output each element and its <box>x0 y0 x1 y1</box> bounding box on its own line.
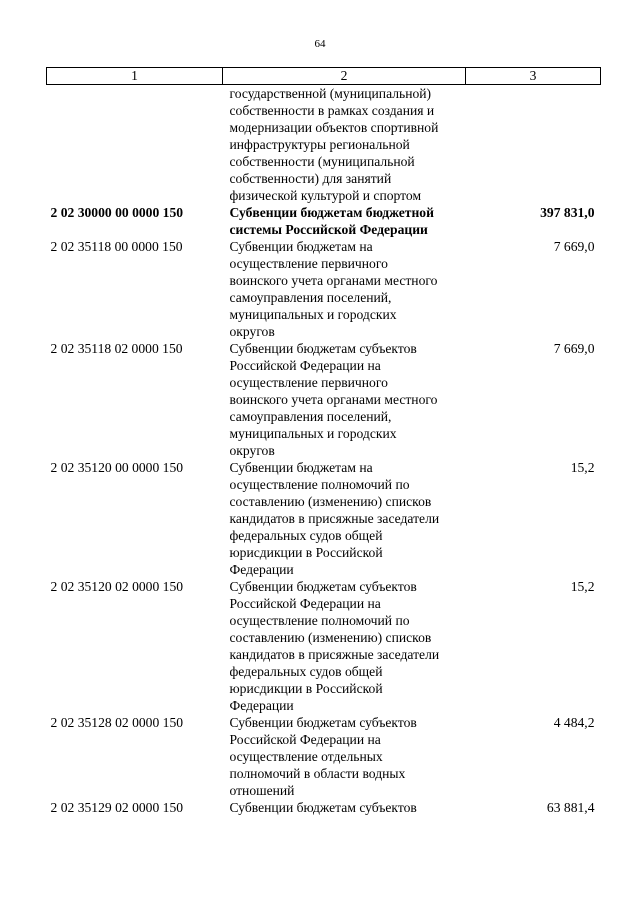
budget-amount: 7 669,0 <box>553 341 595 356</box>
column-header-1: 1 <box>47 68 223 85</box>
budget-table <box>46 67 601 816</box>
budget-code: 2 02 30000 00 0000 150 <box>50 205 184 220</box>
description-line: составлению (изменению) списков <box>229 630 432 645</box>
column-header-2: 2 <box>223 68 466 85</box>
description-line: полномочий в области водных <box>229 766 406 781</box>
description-line: Субвенции бюджетам субъектов <box>229 800 417 815</box>
budget-amount: 7 669,0 <box>553 239 595 254</box>
budget-description <box>223 799 466 816</box>
budget-amount: 4 484,2 <box>553 715 595 730</box>
budget-code: 2 02 35129 02 0000 150 <box>50 800 184 815</box>
description-line: Федерации <box>229 562 294 577</box>
description-line: государственной (муниципальной) <box>229 86 432 101</box>
budget-description <box>223 340 466 459</box>
description-line: воинского учета органами местного <box>229 392 438 407</box>
description-line: Российской Федерации на <box>229 732 381 747</box>
description-line: Федерации <box>229 698 294 713</box>
budget-code: 2 02 35120 00 0000 150 <box>50 460 184 475</box>
description-line: федеральных судов общей <box>229 528 383 543</box>
column-header-3: 3 <box>466 68 601 85</box>
page-number: 64 <box>314 38 326 50</box>
description-line: собственности (муниципальной <box>229 154 415 169</box>
budget-description <box>223 714 466 799</box>
description-line: самоуправления поселений, <box>229 290 392 305</box>
table-row <box>47 340 601 459</box>
budget-description <box>223 85 466 205</box>
description-line: Российской Федерации на <box>229 596 381 611</box>
budget-code <box>47 85 223 205</box>
description-line: федеральных судов общей <box>229 664 383 679</box>
description-line: Субвенции бюджетам бюджетной <box>229 205 434 220</box>
description-line: юрисдикции в Российской <box>229 545 383 560</box>
description-line: модернизации объектов спортивной <box>229 120 439 135</box>
description-line: Субвенции бюджетам на <box>229 460 373 475</box>
description-line: кандидатов в присяжные заседатели <box>229 511 440 526</box>
description-line: округов <box>229 324 275 339</box>
description-line: Субвенции бюджетам субъектов <box>229 715 417 730</box>
budget-code: 2 02 35118 00 0000 150 <box>50 239 183 254</box>
description-line: юрисдикции в Российской <box>229 681 383 696</box>
description-line: осуществление полномочий по <box>229 477 410 492</box>
table-header-row <box>47 68 601 85</box>
description-line: отношений <box>229 783 295 798</box>
description-line: составлению (изменению) списков <box>229 494 432 509</box>
budget-amount: 15,2 <box>570 579 595 594</box>
description-line: самоуправления поселений, <box>229 409 392 424</box>
budget-code: 2 02 35128 02 0000 150 <box>50 715 184 730</box>
description-line: округов <box>229 443 275 458</box>
description-line: муниципальных и городских <box>229 426 397 441</box>
description-line: Субвенции бюджетам субъектов <box>229 579 417 594</box>
budget-description <box>223 204 466 238</box>
budget-code: 2 02 35118 02 0000 150 <box>50 341 183 356</box>
description-line: Российской Федерации на <box>229 358 381 373</box>
description-line: физической культурой и спортом <box>229 188 422 203</box>
table-row <box>47 799 601 816</box>
table-row <box>47 85 601 205</box>
description-line: собственности в рамках создания и <box>229 103 435 118</box>
budget-amount: 397 831,0 <box>540 205 595 220</box>
description-line: осуществление полномочий по <box>229 613 410 628</box>
table-row <box>47 578 601 714</box>
description-line: собственности) для занятий <box>229 171 392 186</box>
budget-code: 2 02 35120 02 0000 150 <box>50 579 184 594</box>
description-line: муниципальных и городских <box>229 307 397 322</box>
table-row <box>47 459 601 578</box>
budget-amount: 15,2 <box>570 460 595 475</box>
budget-description <box>223 578 466 714</box>
budget-amount <box>466 85 601 205</box>
description-line: инфраструктуры региональной <box>229 137 410 152</box>
description-line: Субвенции бюджетам на <box>229 239 373 254</box>
description-line: системы Российской Федерации <box>229 222 428 237</box>
table-row <box>47 238 601 340</box>
description-line: осуществление первичного <box>229 375 388 390</box>
budget-description <box>223 238 466 340</box>
table-row <box>47 714 601 799</box>
description-line: осуществление отдельных <box>229 749 383 764</box>
description-line: осуществление первичного <box>229 256 388 271</box>
budget-amount: 63 881,4 <box>546 800 595 815</box>
description-line: Субвенции бюджетам субъектов <box>229 341 417 356</box>
description-line: кандидатов в присяжные заседатели <box>229 647 440 662</box>
budget-description <box>223 459 466 578</box>
table-row <box>47 204 601 238</box>
description-line: воинского учета органами местного <box>229 273 438 288</box>
table-body <box>47 85 601 817</box>
